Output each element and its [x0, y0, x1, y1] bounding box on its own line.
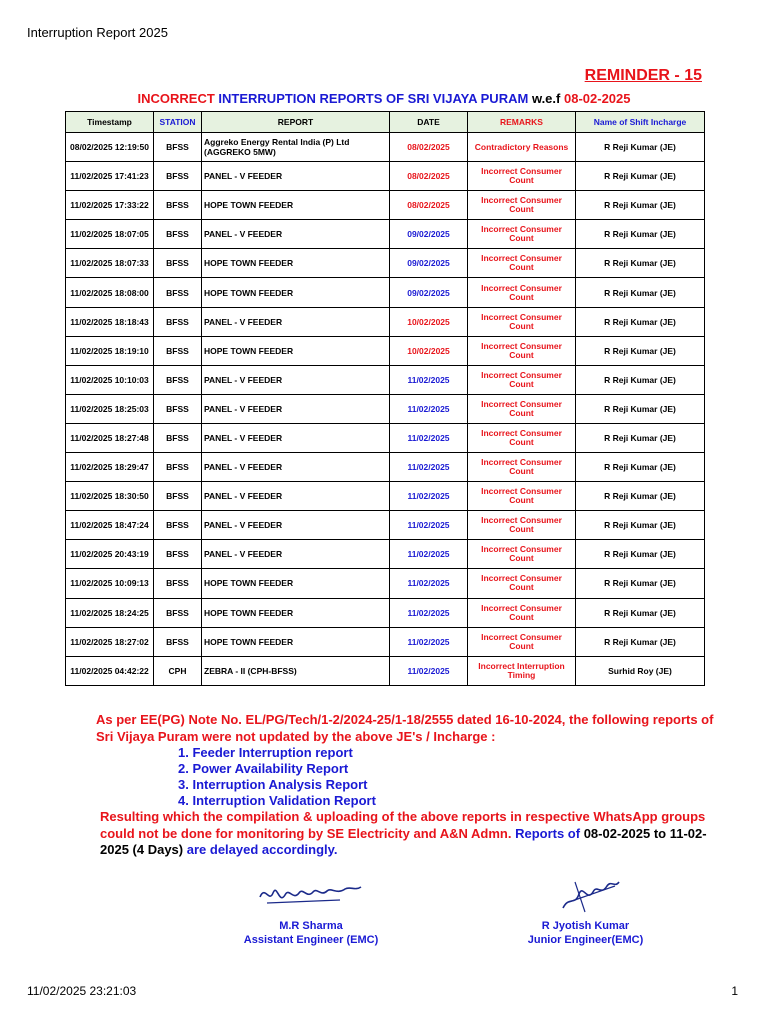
report-cell: HOPE TOWN FEEDER — [202, 191, 390, 220]
footer-page-number: 1 — [731, 984, 738, 998]
report-cell: HOPE TOWN FEEDER — [202, 278, 390, 307]
shift-incharge-cell: R Reji Kumar (JE) — [576, 249, 705, 278]
shift-incharge-cell: R Reji Kumar (JE) — [576, 540, 705, 569]
report-cell: PANEL - V FEEDER — [202, 453, 390, 482]
remarks-cell: Incorrect Consumer Count — [468, 453, 576, 482]
station-cell: BFSS — [154, 394, 202, 423]
date-cell: 11/02/2025 — [390, 482, 468, 511]
remarks-cell: Incorrect Consumer Count — [468, 540, 576, 569]
note-p2-dates: 08-02-2025 to 11-02-2025 (4 Days) — [100, 825, 707, 857]
timestamp-cell: 11/02/2025 18:07:05 — [66, 220, 154, 249]
date-cell: 09/02/2025 — [390, 220, 468, 249]
report-cell: PANEL - V FEEDER — [202, 394, 390, 423]
timestamp-cell: 11/02/2025 10:09:13 — [66, 569, 154, 598]
date-cell: 08/02/2025 — [390, 133, 468, 162]
timestamp-cell: 11/02/2025 17:33:22 — [66, 191, 154, 220]
table-row — [66, 482, 705, 511]
table-header-row — [66, 112, 705, 133]
report-cell: PANEL - V FEEDER — [202, 307, 390, 336]
station-cell: BFSS — [154, 307, 202, 336]
report-cell: HOPE TOWN FEEDER — [202, 569, 390, 598]
date-cell: 10/02/2025 — [390, 307, 468, 336]
timestamp-cell: 11/02/2025 04:42:22 — [66, 656, 154, 685]
report-cell: HOPE TOWN FEEDER — [202, 598, 390, 627]
report-cell: PANEL - V FEEDER — [202, 482, 390, 511]
table-row — [66, 307, 705, 336]
shift-incharge-cell: R Reji Kumar (JE) — [576, 278, 705, 307]
timestamp-cell: 11/02/2025 18:18:43 — [66, 307, 154, 336]
remarks-cell: Incorrect Consumer Count — [468, 191, 576, 220]
date-cell: 11/02/2025 — [390, 656, 468, 685]
station-cell: BFSS — [154, 569, 202, 598]
timestamp-cell: 08/02/2025 12:19:50 — [66, 133, 154, 162]
shift-incharge-cell: Surhid Roy (JE) — [576, 656, 705, 685]
date-cell: 11/02/2025 — [390, 511, 468, 540]
remarks-cell: Incorrect Consumer Count — [468, 278, 576, 307]
remarks-cell: Incorrect Consumer Count — [468, 511, 576, 540]
report-heading — [0, 91, 768, 106]
report-cell: PANEL - V FEEDER — [202, 423, 390, 452]
station-cell: BFSS — [154, 278, 202, 307]
station-cell: BFSS — [154, 365, 202, 394]
heading-main: INTERRUPTION REPORTS OF SRI VIJAYA PURAM — [218, 91, 529, 106]
signature-jyotish-image — [555, 872, 625, 918]
date-cell: 11/02/2025 — [390, 627, 468, 656]
station-cell: BFSS — [154, 162, 202, 191]
note-paragraph-1: As per EE(PG) Note No. EL/PG/Tech/1-2/2024-25/1-18/2555 dated 16-10-2024, the following reports of Sri Vijaya Puram were not updated by the above JE's / Incharge : — [96, 712, 714, 744]
shift-incharge-cell: R Reji Kumar (JE) — [576, 191, 705, 220]
date-cell: 11/02/2025 — [390, 540, 468, 569]
table-row — [66, 656, 705, 685]
station-cell: BFSS — [154, 482, 202, 511]
report-cell: Aggreko Energy Rental India (P) Ltd (AGGREKO 5MW) — [202, 133, 390, 162]
date-cell: 11/02/2025 — [390, 569, 468, 598]
shift-incharge-cell: R Reji Kumar (JE) — [576, 336, 705, 365]
report-list-item: 2. Power Availability Report — [178, 761, 349, 776]
col-station: STATION — [154, 112, 202, 133]
table-row — [66, 162, 705, 191]
remarks-cell: Incorrect Consumer Count — [468, 162, 576, 191]
page-title: Interruption Report 2025 — [27, 25, 168, 40]
table-row — [66, 365, 705, 394]
report-list — [66, 745, 716, 809]
date-cell: 08/02/2025 — [390, 162, 468, 191]
heading-incorrect: INCORRECT — [137, 91, 215, 106]
timestamp-cell: 11/02/2025 18:27:48 — [66, 423, 154, 452]
report-cell: PANEL - V FEEDER — [202, 162, 390, 191]
shift-incharge-cell: R Reji Kumar (JE) — [576, 598, 705, 627]
table-row — [66, 453, 705, 482]
shift-incharge-cell: R Reji Kumar (JE) — [576, 569, 705, 598]
report-cell: ZEBRA - II (CPH-BFSS) — [202, 656, 390, 685]
remarks-cell: Incorrect Consumer Count — [468, 627, 576, 656]
date-cell: 11/02/2025 — [390, 453, 468, 482]
report-cell: PANEL - V FEEDER — [202, 540, 390, 569]
report-cell: PANEL - V FEEDER — [202, 220, 390, 249]
date-cell: 09/02/2025 — [390, 249, 468, 278]
shift-incharge-cell: R Reji Kumar (JE) — [576, 453, 705, 482]
remarks-cell: Incorrect Consumer Count — [468, 423, 576, 452]
timestamp-cell: 11/02/2025 18:30:50 — [66, 482, 154, 511]
shift-incharge-cell: R Reji Kumar (JE) — [576, 511, 705, 540]
timestamp-cell: 11/02/2025 18:07:33 — [66, 249, 154, 278]
col-timestamp: Timestamp — [66, 112, 154, 133]
date-cell: 09/02/2025 — [390, 278, 468, 307]
station-cell: BFSS — [154, 423, 202, 452]
station-cell: BFSS — [154, 511, 202, 540]
signature-sharma-image — [255, 875, 365, 913]
station-cell: BFSS — [154, 627, 202, 656]
remarks-cell: Incorrect Consumer Count — [468, 249, 576, 278]
remarks-cell: Incorrect Consumer Count — [468, 598, 576, 627]
station-cell: BFSS — [154, 336, 202, 365]
timestamp-cell: 11/02/2025 18:24:25 — [66, 598, 154, 627]
note-paragraph-2 — [66, 809, 716, 859]
report-cell: PANEL - V FEEDER — [202, 511, 390, 540]
table-row — [66, 220, 705, 249]
table-row — [66, 191, 705, 220]
shift-incharge-cell: R Reji Kumar (JE) — [576, 220, 705, 249]
heading-wef: w.e.f — [531, 91, 561, 106]
footer-datetime: 11/02/2025 23:21:03 — [27, 984, 137, 998]
remarks-cell: Incorrect Consumer Count — [468, 482, 576, 511]
remarks-cell: Incorrect Consumer Count — [468, 220, 576, 249]
station-cell: BFSS — [154, 453, 202, 482]
date-cell: 08/02/2025 — [390, 191, 468, 220]
shift-incharge-cell: R Reji Kumar (JE) — [576, 133, 705, 162]
remarks-cell: Incorrect Consumer Count — [468, 569, 576, 598]
col-date: DATE — [390, 112, 468, 133]
timestamp-cell: 11/02/2025 18:29:47 — [66, 453, 154, 482]
remarks-cell: Incorrect Interruption Timing — [468, 656, 576, 685]
report-cell: HOPE TOWN FEEDER — [202, 336, 390, 365]
timestamp-cell: 11/02/2025 10:10:03 — [66, 365, 154, 394]
note-p2-red: Resulting which the compilation & uploading of the above reports in respective WhatsApp groups could not be done for monitoring by SE Electricity and A&N Admn. — [100, 809, 706, 841]
report-cell: HOPE TOWN FEEDER — [202, 627, 390, 656]
report-list-item: 3. Interruption Analysis Report — [178, 777, 368, 792]
timestamp-cell: 11/02/2025 18:25:03 — [66, 394, 154, 423]
table-row — [66, 569, 705, 598]
table-row — [66, 394, 705, 423]
timestamp-cell: 11/02/2025 20:43:19 — [66, 540, 154, 569]
station-cell: BFSS — [154, 133, 202, 162]
table-row — [66, 540, 705, 569]
heading-date: 08-02-2025 — [563, 91, 631, 106]
station-cell: BFSS — [154, 191, 202, 220]
station-cell: BFSS — [154, 598, 202, 627]
table-row — [66, 133, 705, 162]
shift-incharge-cell: R Reji Kumar (JE) — [576, 423, 705, 452]
col-remarks: REMARKS — [468, 112, 576, 133]
report-list-item: 1. Feeder Interruption report — [178, 745, 353, 760]
note-p2-reports: Reports of — [515, 825, 581, 841]
shift-incharge-cell: R Reji Kumar (JE) — [576, 162, 705, 191]
report-list-item: 4. Interruption Validation Report — [178, 793, 376, 808]
table-row — [66, 249, 705, 278]
table-row — [66, 278, 705, 307]
table-row — [66, 336, 705, 365]
report-cell: PANEL - V FEEDER — [202, 365, 390, 394]
shift-incharge-cell: R Reji Kumar (JE) — [576, 627, 705, 656]
date-cell: 11/02/2025 — [390, 365, 468, 394]
remarks-cell: Incorrect Consumer Count — [468, 307, 576, 336]
signatory-title: Assistant Engineer (EMC) — [243, 934, 379, 946]
table-row — [66, 598, 705, 627]
date-cell: 10/02/2025 — [390, 336, 468, 365]
station-cell: BFSS — [154, 220, 202, 249]
remarks-cell: Incorrect Consumer Count — [468, 365, 576, 394]
date-cell: 11/02/2025 — [390, 598, 468, 627]
signatory-name: R Jyotish Kumar — [541, 920, 630, 932]
table-row — [66, 627, 705, 656]
timestamp-cell: 11/02/2025 17:41:23 — [66, 162, 154, 191]
signature-block-jyotish — [508, 919, 663, 947]
remarks-cell: Contradictory Reasons — [468, 133, 576, 162]
signatory-title: Junior Engineer(EMC) — [527, 934, 644, 946]
interruption-table — [65, 111, 705, 686]
shift-incharge-cell: R Reji Kumar (JE) — [576, 307, 705, 336]
col-shift-incharge: Name of Shift Incharge — [576, 112, 705, 133]
timestamp-cell: 11/02/2025 18:08:00 — [66, 278, 154, 307]
station-cell: BFSS — [154, 540, 202, 569]
station-cell: BFSS — [154, 249, 202, 278]
date-cell: 11/02/2025 — [390, 423, 468, 452]
shift-incharge-cell: R Reji Kumar (JE) — [576, 482, 705, 511]
signature-block-sharma — [231, 919, 391, 947]
remarks-cell: Incorrect Consumer Count — [468, 336, 576, 365]
shift-incharge-cell: R Reji Kumar (JE) — [576, 394, 705, 423]
note-p2-delayed: are delayed accordingly. — [186, 842, 338, 857]
timestamp-cell: 11/02/2025 18:19:10 — [66, 336, 154, 365]
timestamp-cell: 11/02/2025 18:27:02 — [66, 627, 154, 656]
col-report: REPORT — [202, 112, 390, 133]
timestamp-cell: 11/02/2025 18:47:24 — [66, 511, 154, 540]
remarks-cell: Incorrect Consumer Count — [468, 394, 576, 423]
date-cell: 11/02/2025 — [390, 394, 468, 423]
station-cell: CPH — [154, 656, 202, 685]
reminder-label: REMINDER - 15 — [584, 67, 702, 84]
note-section — [66, 712, 716, 859]
shift-incharge-cell: R Reji Kumar (JE) — [576, 365, 705, 394]
report-cell: HOPE TOWN FEEDER — [202, 249, 390, 278]
table-row — [66, 423, 705, 452]
signatory-name: M.R Sharma — [279, 920, 343, 932]
table-row — [66, 511, 705, 540]
